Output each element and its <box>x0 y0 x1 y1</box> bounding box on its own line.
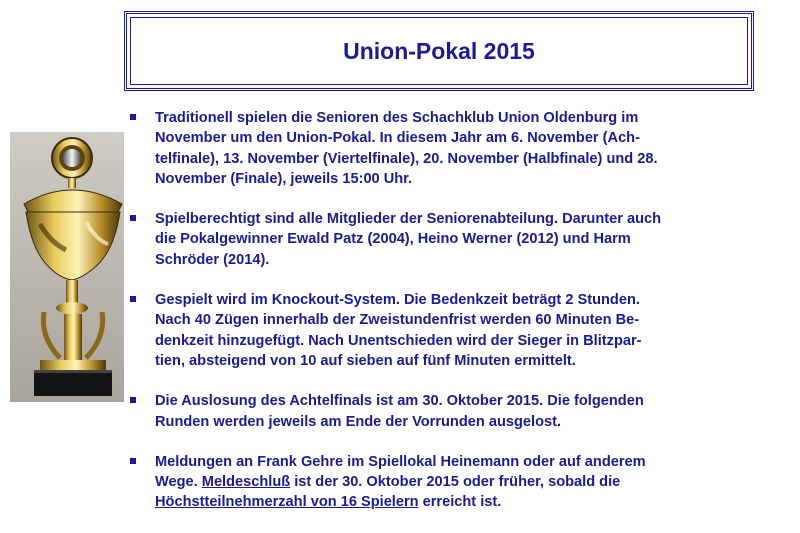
trophy-icon <box>10 132 124 402</box>
list-item <box>126 290 766 371</box>
trophy-image <box>10 132 124 402</box>
list-item-text: Die Auslosung des Achtelfinals ist am 30. Oktober 2015. Die folgenden Runden werden jeweils am Ende der Vorrunden ausgelost. <box>155 393 644 430</box>
list-item-text-part: ist der 30. Oktober 2015 oder früher, sobald die <box>294 474 621 491</box>
bullet-icon <box>130 296 136 302</box>
content <box>126 108 766 533</box>
max-participants-link[interactable]: Höchstteilnehmerzahl von 16 Spielern <box>155 494 419 511</box>
title-box <box>124 11 754 91</box>
list-item <box>126 391 766 432</box>
bullet-icon <box>130 114 136 120</box>
bullet-icon <box>130 397 136 403</box>
list-item <box>126 209 766 270</box>
list-item-text-part: Meldungen an Frank Gehre im Spiellokal Heinemann oder auf anderem Wege. <box>155 453 646 491</box>
list-item <box>126 108 766 189</box>
bullet-icon <box>130 215 136 221</box>
list-item-text-part: erreicht ist. <box>418 494 502 511</box>
list-item-text: Spielberechtigt sind alle Mitglieder der Seniorenabteilung. Darunter auch die Pokalgewinner Ewald Patz (2004), Heino Werner (2012) und Harm Schröder (2014). <box>155 211 662 268</box>
bullet-icon <box>130 458 136 464</box>
registration-deadline-link[interactable]: Meldeschluß <box>201 474 291 491</box>
list-item-text: Gespielt wird im Knockout-System. Die Bedenkzeit beträgt 2 Stunden. Nach 40 Zügen innerhalb der Zweistundenfrist werden 60 Minuten Be- denkzeit hinzugefügt. Nach Unentschieden wird der Sieger in Blitzpar- tien, absteigend von 10 auf sieben auf fünf Minuten ermittelt. <box>155 292 642 369</box>
list-item-text: Traditionell spielen die Senioren des Schachklub Union Oldenburg im November um den Union-Pokal. In diesem Jahr am 6. November (Ach- telfinale), 13. November (Viertelfinale), 20. November (Halbfinale) und 28. November (Finale), jeweils 15:00 Uhr. <box>155 110 658 187</box>
list-item <box>126 452 766 513</box>
info-list <box>126 108 766 513</box>
page-title: Union-Pokal 2015 <box>343 37 535 64</box>
